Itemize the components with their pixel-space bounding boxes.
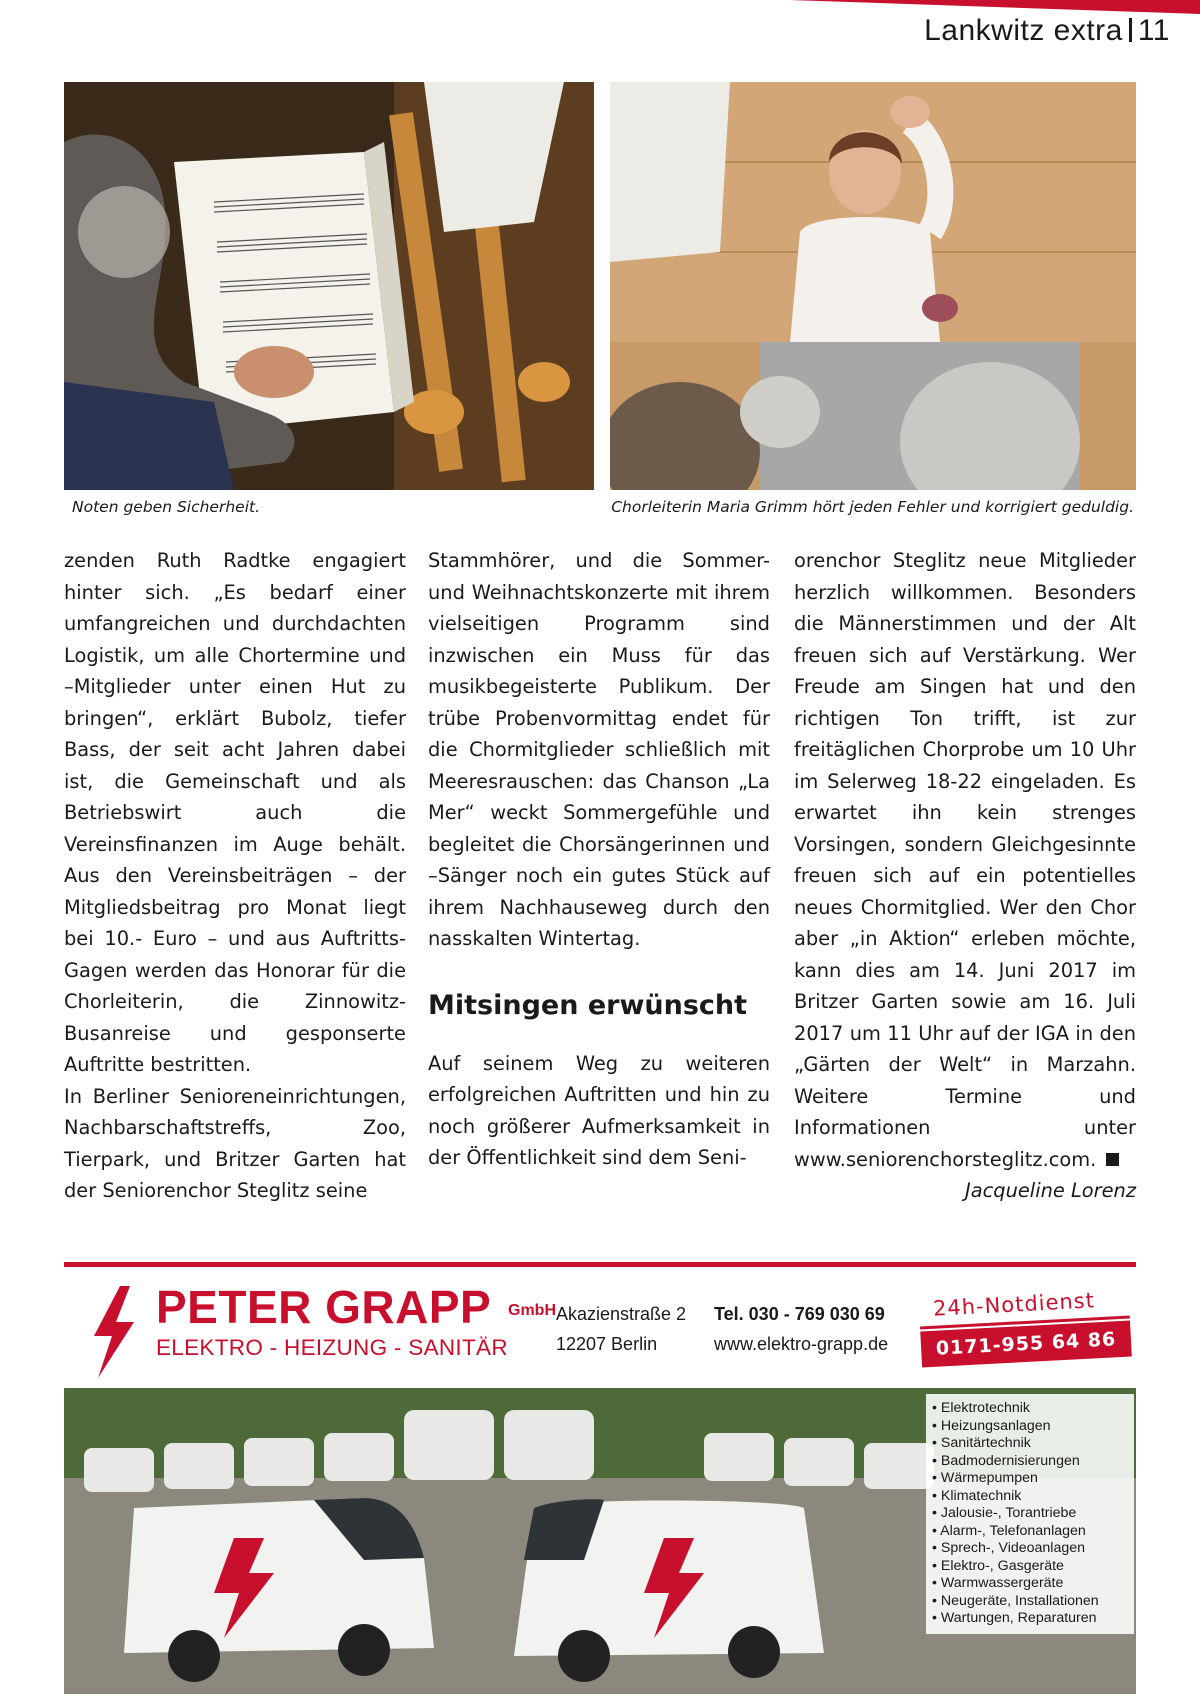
service-item: • Sprech-, Videoanlagen — [932, 1540, 1130, 1558]
conductor-illustration — [610, 82, 1136, 490]
service-item: • Warmwassergeräte — [932, 1575, 1130, 1593]
ad-top-rule — [64, 1262, 1136, 1267]
caption-right: Chorleiterin Maria Grimm hört jeden Fehler und korrigiert geduldig. — [611, 498, 1134, 516]
advertisement — [64, 1274, 1136, 1694]
service-item: • Neugeräte, Installationen — [932, 1593, 1130, 1611]
service-item: • Wartungen, Reparaturen — [932, 1610, 1130, 1628]
service-item: • Alarm-, Telefonanlagen — [932, 1523, 1130, 1541]
article-paragraph: In Berliner Senioreneinrichtungen, Nachbarschaftstreffs, Zoo, Tierpark, und Britzer Garten hat der Seniorenchor Steglitz seine — [64, 1084, 406, 1202]
header-separator — [1129, 18, 1132, 42]
service-item: • Elektrotechnik — [932, 1400, 1130, 1418]
ad-services-list — [926, 1394, 1134, 1634]
article-paragraph: Stammhörer, und die Sommer- und Weihnachtskonzerte mit ihrem vielseitigen Programm sind inzwischen ein Muss für das musikbegeisterte Publikum. Der trübe Probenvormittag endet für die Chormitglieder schließlich mit Meeresrauschen: das Chanson „La Mer“ weckt Sommergefühle und begleitet die Chorsängerinnen und –Sänger noch ein gutes Stück auf ihrem Nachhauseweg durch den nasskalten Wintertag. — [428, 549, 770, 950]
ad-brand-name: PETER GRAPP — [156, 1281, 492, 1333]
service-item: • Jalousie-, Torantriebe — [932, 1505, 1130, 1523]
service-item: • Badmodernisierungen — [932, 1453, 1130, 1471]
emergency-service-badge — [918, 1279, 1132, 1370]
article-text: orenchor Steglitz neue Mitglieder herzlich willkommen. Besonders die Männerstimmen und der Alt freuen sich auf Verstärkung. Wer Freude am Singen hat und den richtigen Ton trifft, ist zur freitäglichen Chorprobe um 10 Uhr im Selerweg 18-22 eingeladen. Es erwartet ihn kein strenges Vorsingen, sondern Gleichgesinnte freuen sich auf ein potentielles neues Chormitglied. Wer den Chor aber „in Aktion“ erleben möchte, kann dies am 14. Juni 2017 im Britzer Garten sowie am 16. Juli 2017 um 11 Uhr auf der IGA in den „Gärten der Welt“ in Marzahn. Weitere Termine und Informationen unter www.seniorenchorsteglitz.com. — [794, 549, 1136, 1171]
author-byline: Jacqueline Lorenz — [965, 1179, 1136, 1202]
article-paragraph: Auf seinem Weg zu weiteren erfolgreichen Auftritten und hin zu noch größerer Aufmerksamkeit in der Öffentlichkeit sind dem Seni- — [428, 1051, 770, 1169]
caption-left: Noten geben Sicherheit. — [72, 498, 261, 516]
service-item: • Sanitärtechnik — [932, 1435, 1130, 1453]
subheading: Mitsingen erwünscht — [428, 989, 748, 1021]
emergency-number: 0171-955 64 86 — [920, 1321, 1132, 1368]
service-item: • Klimatechnik — [932, 1488, 1130, 1506]
page-number: 11 — [1137, 14, 1170, 47]
ad-tagline: ELEKTRO - HEIZUNG - SANITÄR — [156, 1335, 508, 1360]
ad-street: Akazienstraße 2 — [556, 1304, 687, 1324]
ad-website[interactable]: www.elektro-grapp.de — [714, 1334, 889, 1354]
sheet-music-illustration — [64, 82, 594, 490]
ad-phone: Tel. 030 - 769 030 69 — [714, 1304, 885, 1324]
section-name: Lankwitz extra — [924, 14, 1123, 47]
ad-city: 12207 Berlin — [556, 1334, 658, 1354]
article-column-2 — [428, 545, 770, 1174]
article-column-1 — [64, 545, 406, 1207]
service-item: • Elektro-, Gasgeräte — [932, 1558, 1130, 1576]
emergency-label: 24h-Notdienst — [932, 1288, 1096, 1321]
photo-sheet-music — [64, 82, 594, 490]
article-paragraph — [794, 545, 1136, 1175]
end-mark-icon — [1106, 1153, 1119, 1166]
lightning-bolt-icon — [90, 1286, 138, 1378]
service-item: • Wärmepumpen — [932, 1470, 1130, 1488]
service-item: • Heizungsanlagen — [932, 1418, 1130, 1436]
article-column-3 — [794, 545, 1136, 1207]
photo-conductor — [610, 82, 1136, 490]
running-head — [924, 14, 1170, 48]
ad-legal-form: GmbH — [508, 1302, 556, 1319]
header-red-edge — [790, 0, 1200, 14]
page-header — [0, 0, 1200, 62]
article-paragraph: zenden Ruth Radtke engagiert hinter sich. „Es bedarf einer umfangreichen und durchdachten Logistik, um alle Chortermine und –Mitglieder unter einen Hut zu bringen“, erklärt Bubolz, tiefer Bass, der seit acht Jahren dabei ist, die Gemeinschaft und als Betriebswirt auch die Vereinsfinanzen im Auge behält. Aus den Vereinsbeiträgen – der Mitgliedsbeitrag pro Monat liegt bei 10.- Euro – und aus Auftritts-Gagen werden das Honorar für die Chorleiterin, die Zinnowitz-Busanreise und gesponserte Auftritte bestritten. — [64, 549, 406, 1076]
